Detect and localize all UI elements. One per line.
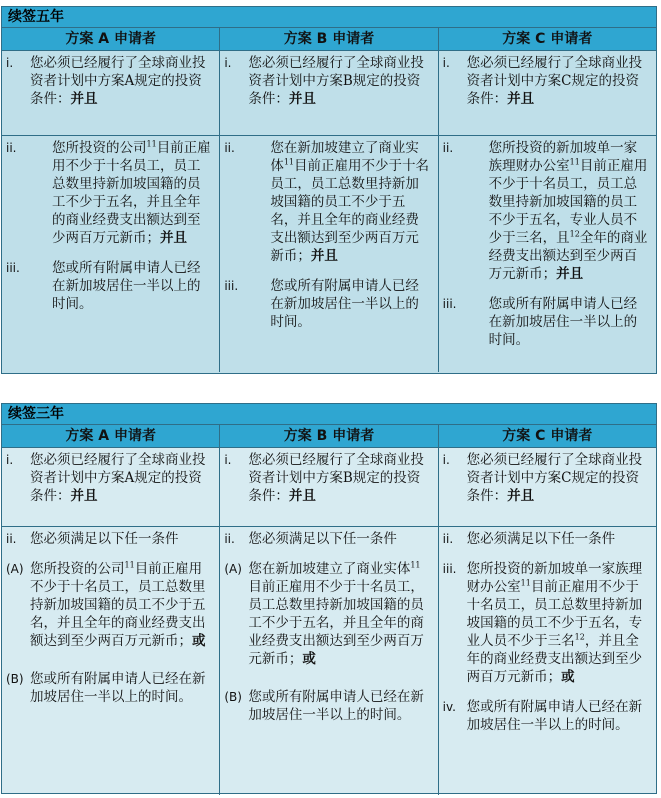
table-header-row [2,425,656,448]
table-title: 续签三年 [2,404,656,425]
column-header-option-c: 方案 C 申请者 [438,425,656,447]
column-header-option-a: 方案 A 申请者 [65,31,156,47]
option-b-cell: i. 您必须已经履行了全球商业投资者计划中方案B规定的投资条件：并且 [219,448,437,526]
option-c-cell: i. 您必须已经履行了全球商业投资者计划中方案C规定的投资条件：并且 [438,448,656,526]
table-row [2,448,656,527]
option-c-cell: ii. 您必须满足以下任一条件 iii. 您所投资的新加坡单一家族理财办公室$^{11}$目前正雇用不少于十名员工，员工总数里持新加坡国籍的员工不少于五名，专业人员不少于三名$^{12}$，并且全年的商业经费支出额达到至少两百万元新币；或 iv. 您或所有附属申请人已经在新加坡居住一半以上的时间。 [438,527,656,795]
option-b-cell: i. 您必须已经履行了全球商业投资者计划中方案B规定的投资条件：并且 [219,51,437,135]
option-c-cell: ii. 您所投资的新加坡单一家族理财办公室$^{11}$目前正雇用不少于十名员工，员工总数里持新加坡国籍的员工不少于五名，专业人员不少于三名，且$^{12}$全年的商业经费支出额达到至少两百万元新币；并且 iii. 您或所有附属申请人已经在新加坡居住一半以上的时间。 [438,136,656,372]
column-header-option-c: 方案 C 申请者 [438,28,656,50]
table-header-row [2,28,656,51]
column-header-option-b: 方案 B 申请者 [219,28,437,50]
option-a-cell: ii. 您所投资的公司$^{11}$目前正雇用不少于十名员工，员工总数里持新加坡国籍的员工不少于五名，并且全年的商业经费支出额达到至少两百万元新币；并且 iii. 您或所有附属申请人已经在新加坡居住一半以上的时间。 [6,139,211,312]
column-header-option-a: 方案 A 申请者 [65,428,156,444]
option-c-cell: i. 您必须已经履行了全球商业投资者计划中方案C规定的投资条件：并且 [438,51,656,135]
option-a-cell: i. 您必须已经履行了全球商业投资者计划中方案A规定的投资条件：并且 [6,55,206,107]
table-row [2,136,656,372]
column-header-option-b: 方案 B 申请者 [219,425,437,447]
table-title: 续签五年 [2,7,656,28]
table-row [2,51,656,136]
option-a-cell: i. 您必须已经履行了全球商业投资者计划中方案A规定的投资条件：并且 [6,452,206,504]
option-b-cell: ii. 您必须满足以下任一条件 (A) 您在新加坡建立了商业实体$^{11}$目前正雇用不少于十名员工，员工总数里持新加坡国籍的员工不少于五名，并且全年的商业经费支出额达到至少两百万元新币；或 (B) 您或所有附属申请人已经在新加坡居住一半以上的时间。 [219,527,437,795]
table-row [2,527,656,795]
option-a-cell: ii. 您必须满足以下任一条件 (A) 您所投资的公司$^{11}$目前正雇用不少于十名员工，员工总数里持新加坡国籍的员工不少于五名，并且全年的商业经费支出额达到至少两百万元新币；或 (B) 您或所有附属申请人已经在新加坡居住一半以上的时间。 [6,531,206,705]
option-b-cell: ii. 您在新加坡建立了商业实体$^{11}$目前正雇用不少于十名员工，员工总数里持新加坡国籍的员工不少于五名，并且全年的商业经费支出额达到至少两百万元新币；并且 iii. 您或所有附属申请人已经在新加坡居住一半以上的时间。 [219,136,437,372]
renewal-three-year-table [1,403,657,794]
renewal-five-year-table [1,6,657,374]
